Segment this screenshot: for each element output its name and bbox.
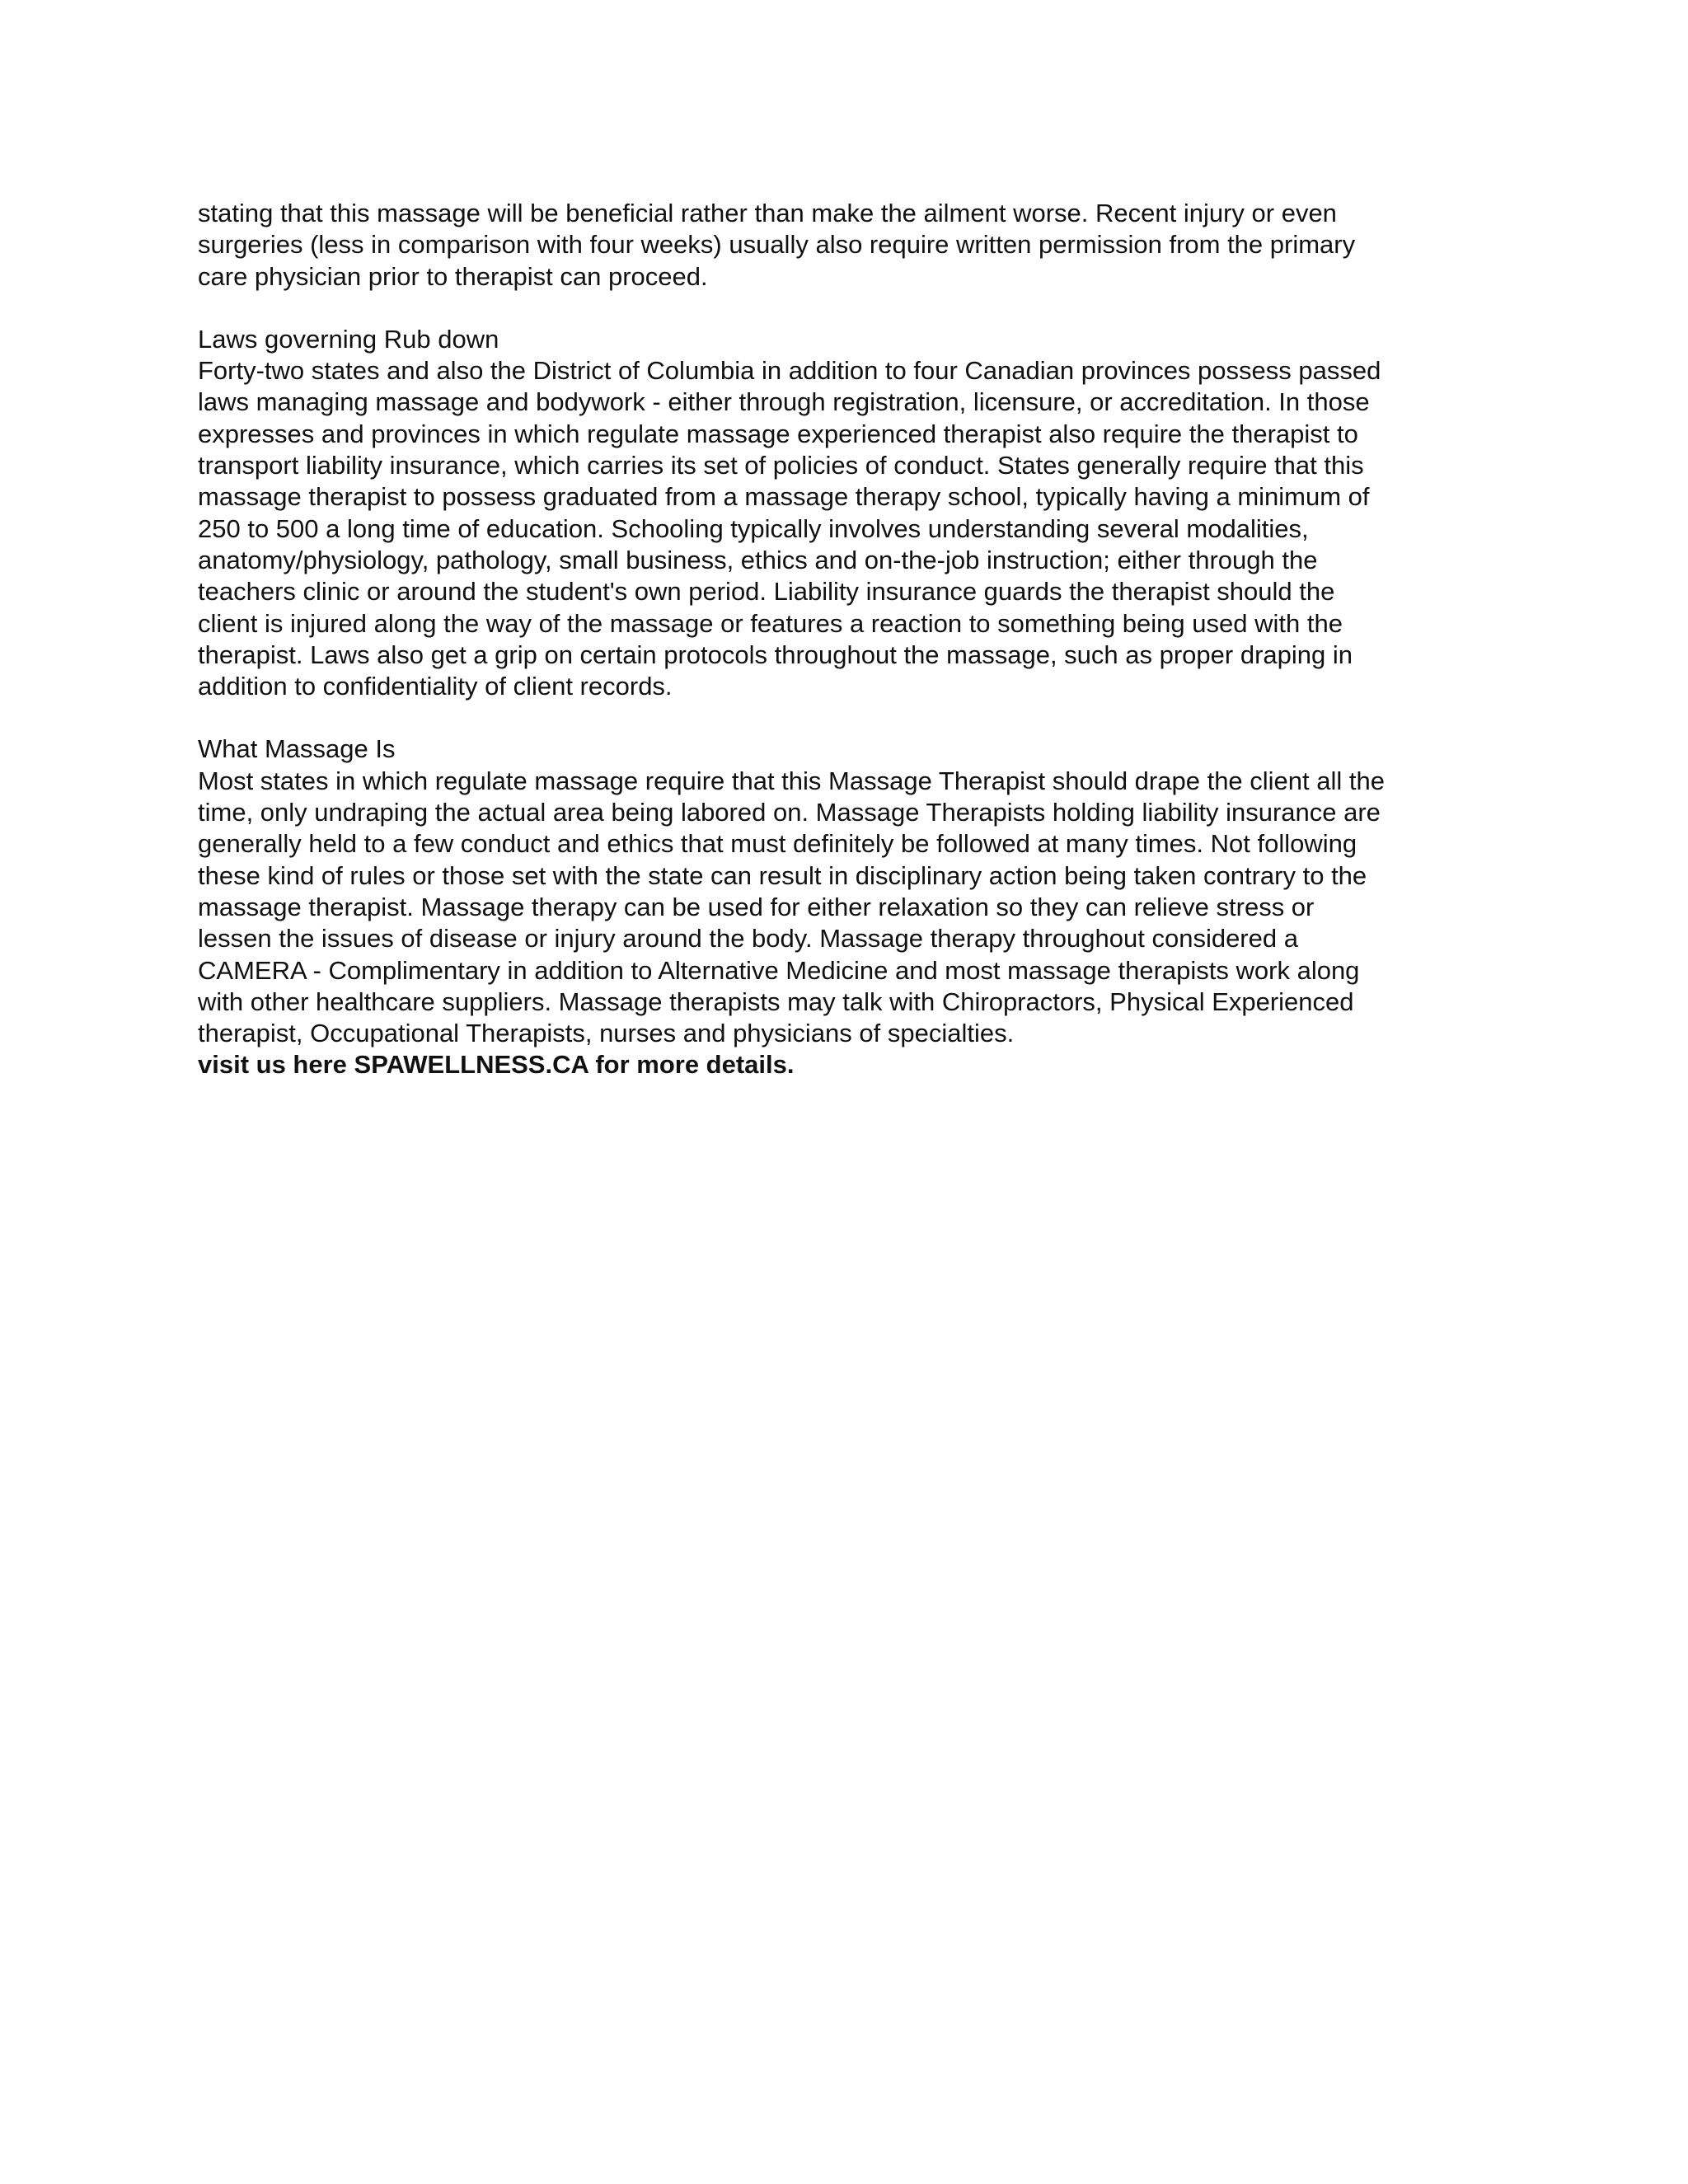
text-line: these kind of rules or those set with the state can result in disciplinary action being taken contrary to the xyxy=(198,860,1367,890)
text-line: addition to confidentiality of client records. xyxy=(198,672,673,701)
document-body xyxy=(198,198,1500,1081)
text-line: therapist, Occupational Therapists, nurses and physicians of specialties. xyxy=(198,1019,1015,1048)
text-line: lessen the issues of disease or injury around the body. Massage therapy throughout considered a xyxy=(198,924,1298,954)
text-line: expresses and provinces in which regulate massage experienced therapist also require the therapist to xyxy=(198,419,1358,448)
laws-section xyxy=(198,324,1500,703)
text-line: teachers clinic or around the student's own period. Liability insurance guards the therapist should the xyxy=(198,577,1335,607)
laws-heading: Laws governing Rub down xyxy=(198,324,499,354)
text-line: time, only undraping the actual area being labored on. Massage Therapists holding liability insurance are xyxy=(198,798,1381,827)
text-line: Forty-two states and also the District of Columbia in addition to four Canadian provinces possess passed xyxy=(198,356,1381,386)
text-line: therapist. Laws also get a grip on certain protocols throughout the massage, such as proper draping in xyxy=(198,640,1353,669)
text-line: massage therapist to possess graduated from a massage therapy school, typically having a minimum of xyxy=(198,482,1370,512)
call-to-action: visit us here SPAWELLNESS.CA for more details. xyxy=(198,1050,795,1080)
what-massage-heading: What Massage Is xyxy=(198,734,396,764)
text-line: surgeries (less in comparison with four weeks) usually also require written permission from the primary xyxy=(198,230,1356,260)
text-line: care physician prior to therapist can proceed. xyxy=(198,261,708,291)
text-line: with other healthcare suppliers. Massage therapists may talk with Chiropractors, Physical Experienced xyxy=(198,987,1354,1016)
text-line: CAMERA - Complimentary in addition to Alternative Medicine and most massage therapists work along xyxy=(198,955,1360,985)
what-massage-section xyxy=(198,733,1500,1080)
text-line: Most states in which regulate massage require that this Massage Therapist should drape the client all the xyxy=(198,766,1385,795)
text-line: generally held to a few conduct and ethics that must definitely be followed at many times. Not following xyxy=(198,829,1357,859)
text-line: transport liability insurance, which carries its set of policies of conduct. States generally require that this xyxy=(198,451,1364,480)
text-line: laws managing massage and bodywork - either through registration, licensure, or accreditation. In those xyxy=(198,387,1370,417)
text-line: stating that this massage will be beneficial rather than make the ailment worse. Recent injury or even xyxy=(198,199,1337,227)
text-line: anatomy/physiology, pathology, small business, ethics and on-the-job instruction; either through the xyxy=(198,545,1318,574)
intro-paragraph xyxy=(198,198,1500,293)
text-line: client is injured along the way of the massage or features a reaction to something being used with the xyxy=(198,608,1343,638)
text-line: massage therapist. Massage therapy can be used for either relaxation so they can relieve stress or xyxy=(198,892,1315,921)
text-line: 250 to 500 a long time of education. Schooling typically involves understanding several modalities, xyxy=(198,513,1309,543)
